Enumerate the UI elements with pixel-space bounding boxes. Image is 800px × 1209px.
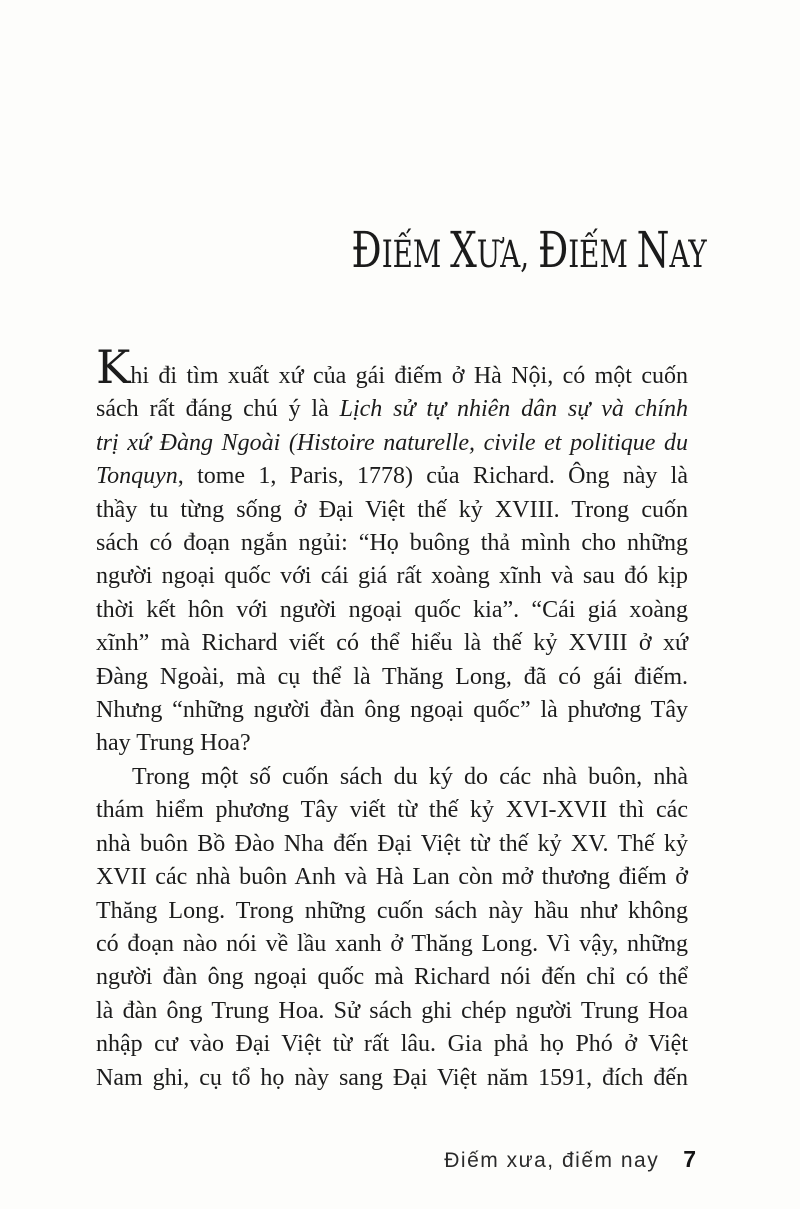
text-line [96,861,688,894]
text-line [96,393,688,426]
text-segment: thời kết hôn với người ngoại quốc kia”. “Cái giá xoàng [96,596,688,623]
text-segment: nhập cư vào Đại Việt từ rất lâu. Gia phả họ Phó ở Việt [96,1031,688,1058]
text-segment: sách có đoạn ngắn ngủi: “Họ buông thả mình cho những [96,530,688,557]
page-number: 7 [683,1146,696,1172]
text-line [96,961,688,994]
text-segment: hi đi tìm xuất xứ của gái điếm ở Hà Nội, có một cuốn [130,363,688,389]
text-segment: hay Trung Hoa? [96,730,251,757]
text-segment: xĩnh” mà Richard viết có thể hiểu là thế kỷ XVIII ở xứ [96,630,688,657]
text-line [96,594,688,627]
chapter-title: ĐIẾM XƯA, ĐIẾM NAY [351,221,707,279]
text-line [96,627,688,660]
text-segment: XVII các nhà buôn Anh và Hà Lan còn mở thương điếm ở [96,864,688,891]
text-line [96,794,688,827]
italic-text: Lịch sử tự nhiên dân sự và chính [339,396,689,423]
text-line [96,928,688,961]
text-line [96,727,688,760]
text-line [96,560,688,593]
text-segment: thầy tu từng sống ở Đại Việt thế kỷ XVIII. Trong cuốn [96,496,688,523]
italic-text: trị xứ Đàng Ngoài (Histoire naturelle, civile et politique du [96,429,688,456]
text-line [96,1028,688,1061]
text-line [96,1062,688,1095]
text-line [96,694,688,727]
title-lead-letter: N [636,221,670,279]
text-line [96,761,688,794]
text-line [96,895,688,928]
text-segment: nhà buôn Bồ Đào Nha đến Đại Việt từ thế kỷ XV. Thế kỷ [96,830,688,857]
text-segment: Thăng Long. Trong những cuốn sách này hầu như không [96,897,688,924]
text-segment: Trong một số cuốn sách du ký do các nhà buôn, nhà [132,763,688,790]
body-text [96,340,689,1095]
text-line [96,427,688,460]
running-title: Điếm xưa, điếm nay [444,1149,660,1172]
text-segment: , tome 1, Paris, 1778) của Richard. Ông này là [177,463,688,490]
text-line [96,828,688,861]
text-line [96,494,688,527]
text-segment: Đàng Ngoài, mà cụ thể là Thăng Long, đã có gái điếm. [96,663,688,690]
text-segment: có đoạn nào nói về lầu xanh ở Thăng Long. Vì vậy, những [96,930,688,957]
italic-text: Tonquyn [96,463,178,490]
text-segment: là đàn ông Trung Hoa. Sử sách ghi chép người Trung Hoa [96,997,688,1024]
text-segment: Nam ghi, cụ tổ họ này sang Đại Việt năm 1591, đích đến [96,1064,688,1091]
title-lead-letter: Đ [351,221,382,279]
text-line [96,995,688,1028]
text-segment: sách rất đáng chú ý là [96,396,340,423]
text-line [96,460,688,493]
text-line [96,527,688,560]
text-line [96,661,688,694]
drop-cap: K [96,340,131,394]
text-segment: Nhưng “những người đàn ông ngoại quốc” là phương Tây [96,697,688,724]
title-lead-letter: Đ [538,221,569,279]
page-footer [444,1146,696,1173]
text-segment: người đàn ông ngoại quốc mà Richard nói đến chỉ có thể [96,964,688,991]
title-lead-letter: X [450,221,478,279]
text-line [96,340,688,394]
text-segment: người ngoại quốc với cái giá rất xoàng xĩnh và sau đó kịp [96,563,688,590]
text-segment: thám hiểm phương Tây viết từ thế kỷ XVI-XVII thì các [96,797,688,824]
